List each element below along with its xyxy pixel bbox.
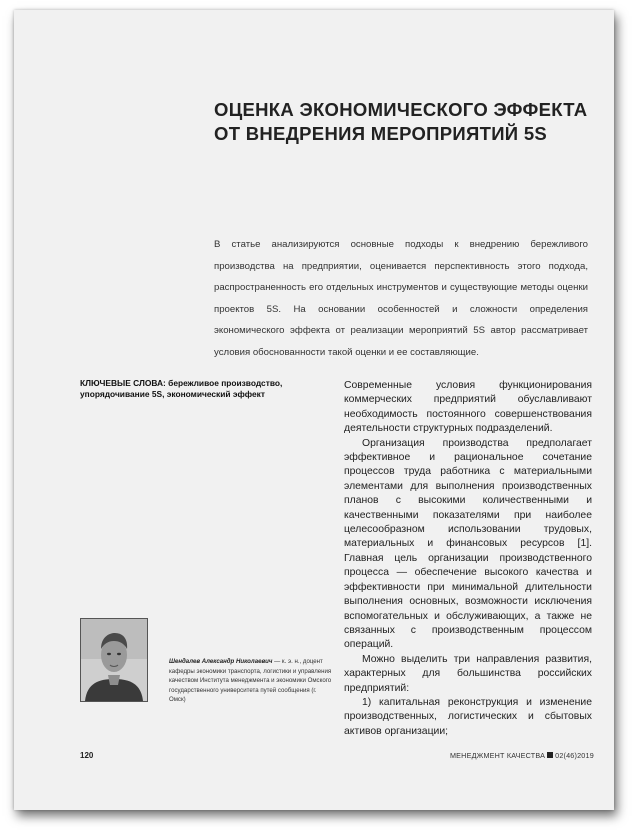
body-paragraph: Можно выделить три направления развития, характерных для большинства российских предприятий: xyxy=(344,653,592,694)
author-portrait-image xyxy=(81,619,147,701)
keywords-label: КЛЮЧЕВЫЕ СЛОВА: xyxy=(80,378,166,388)
keywords-text: бережливое производство, упорядочивание 5S, экономический эффект xyxy=(80,378,283,399)
journal-name: МЕНЕДЖМЕНТ КАЧЕСТВА xyxy=(450,751,546,760)
article-title xyxy=(214,98,594,146)
page-number: 120 xyxy=(80,751,94,760)
body-paragraph: 1) капитальная реконструкция и изменение производственных, логистических и сбытовых активов организации; xyxy=(344,696,592,737)
body-paragraph: Современные условия функционирования коммерческих предприятий обуславливают необходимость постоянного совершенствования деятельности структурных подразделений. xyxy=(344,380,592,435)
author-name: Шендалев Александр Николаевич xyxy=(169,658,273,665)
page-sheet xyxy=(14,10,614,810)
author-description: — к. э. н., доцент кафедры экономики транспорта, логистики и управления качеством Института менеджмента и экономики Омского государственного университета путей сообщения (г. Омск) xyxy=(169,658,332,704)
article-abstract: В статье анализируются основные подходы к внедрению бережливого производства на предприятии, оценивается перспективность этого подхода, распространенность его отдельных инструментов и существующие методы оценки проектов 5S. На основании особенностей и сложности определения экономического эффекта от реализации мероприятий 5S автор рассматривает условия обоснованности такой оценки и ее составляющие. xyxy=(214,239,588,358)
article-body xyxy=(344,379,592,739)
author-photo xyxy=(80,618,148,702)
title-line-1: ОЦЕНКА ЭКОНОМИЧЕСКОГО ЭФФЕКТА xyxy=(214,99,588,120)
title-line-2: ОТ ВНЕДРЕНИЯ МЕРОПРИЯТИЙ 5S xyxy=(214,123,548,144)
author-info xyxy=(169,657,334,705)
square-separator-icon xyxy=(547,752,553,758)
journal-issue: 02(46)2019 xyxy=(555,751,594,760)
body-paragraph: Организация производства предполагает эффективное и рациональное сочетание процессов труда работника с материальными элементами для выполнения производственных планов с высокими количественными и качественными показателями при наиболее целесообразном использовании трудовых, материальных и финансовых ресурсов [1]. Главная цель организации производственного процесса — обеспечение высокого качества и эффективности при минимальной длительности выполнения основных, возможности исключения вспомогательных и обслуживающих, а также не связанных с производственным процессом операций. xyxy=(344,437,592,651)
journal-footer xyxy=(450,751,594,760)
keywords-block xyxy=(80,378,340,400)
